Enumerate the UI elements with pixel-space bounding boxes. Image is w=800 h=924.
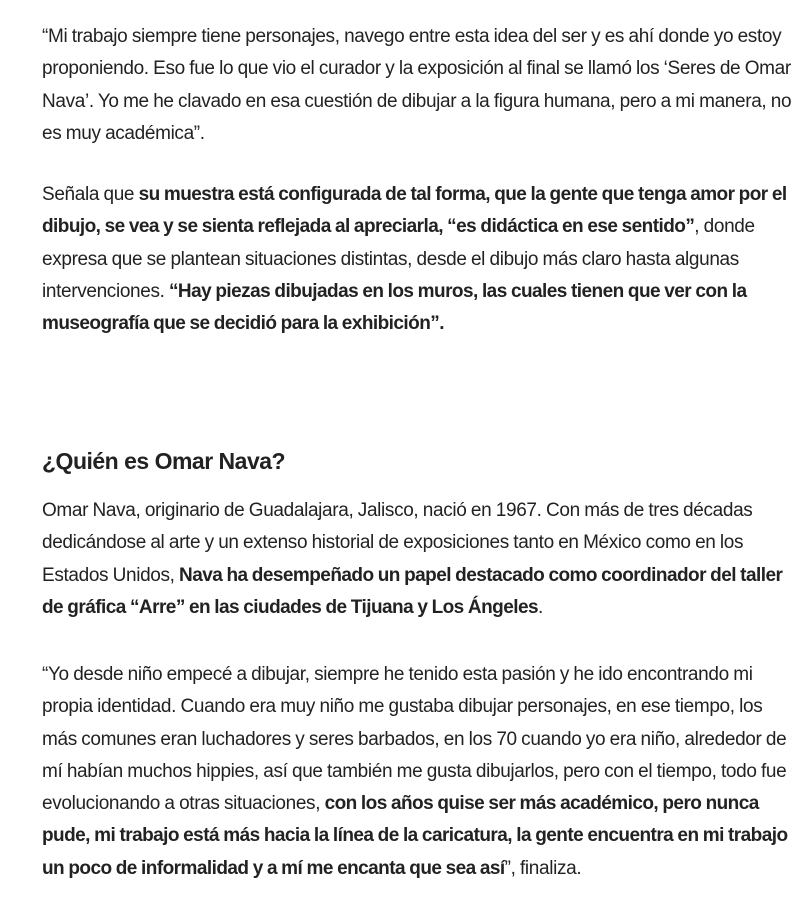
bold-segment: Nava ha desempeñado un papel destacado como coordinador del taller de gráfica “Arre” en las ciudades de Tijuana y Los Ángeles <box>42 564 783 618</box>
text-segment: . <box>538 596 543 618</box>
text-segment: Omar Nava, originario de Guadalajara, Jalisco, nació en 1967. Con más de tres décadas dedicándose al arte y un extenso historial de exposiciones tanto en México como en los Estados Unidos, <box>42 500 753 586</box>
text-segment: “Mi trabajo siempre tiene personajes, navego entre esta idea del ser y es ahí donde yo estoy proponiendo. Eso fue lo que vio el curador y la exposición al final se llamó los ‘Seres de Omar Nava’. Yo me he clavado en esa cuestión de dibujar a la figura humana, pero a mi manera, no es muy académica”. <box>42 26 792 144</box>
paragraph-muestra <box>42 179 792 340</box>
text-segment: Señala que <box>42 184 139 206</box>
section-heading: ¿Quién es Omar Nava? <box>42 448 286 474</box>
text-segment: “Yo desde niño empecé a dibujar, siempre he tenido esta pasión y he ido encontrando mi propia identidad. Cuando era muy niño me gustaba dibujar personajes, en ese tiempo, los más comunes eran luchadores y seres barbados, en los 70 cuando yo era niño, alrededor de mí habían muchos hippies, así que también me gusta dibujarlos, pero con el tiempo, todo fue evolucionando a otras situaciones, <box>42 664 787 815</box>
text-segment: , donde expresa que se plantean situaciones distintas, desde el dibujo más claro hasta algunas intervenciones. <box>42 216 755 303</box>
article-body <box>42 21 792 879</box>
quote-paragraph-infancia <box>42 659 792 885</box>
bold-segment: su muestra está configurada de tal forma, que la gente que tenga amor por el dibujo, se vea y se sienta reflejada al apreciarla, “es didáctica en ese sentido” <box>42 184 787 238</box>
text-segment: ”, finaliza. <box>504 857 582 879</box>
bold-segment: con los años quise ser más académico, pero nunca pude, mi trabajo está más hacia la línea de la caricatura, la gente encuentra en mi trabajo un poco de informalidad y a mí me encanta que sea así <box>42 793 788 879</box>
bold-segment: “Hay piezas dibujadas en los muros, las cuales tienen que ver con la museografía que se decidió para la exhibición”. <box>42 281 747 335</box>
quote-paragraph-seres <box>42 21 792 150</box>
paragraph-biografia <box>42 495 792 624</box>
